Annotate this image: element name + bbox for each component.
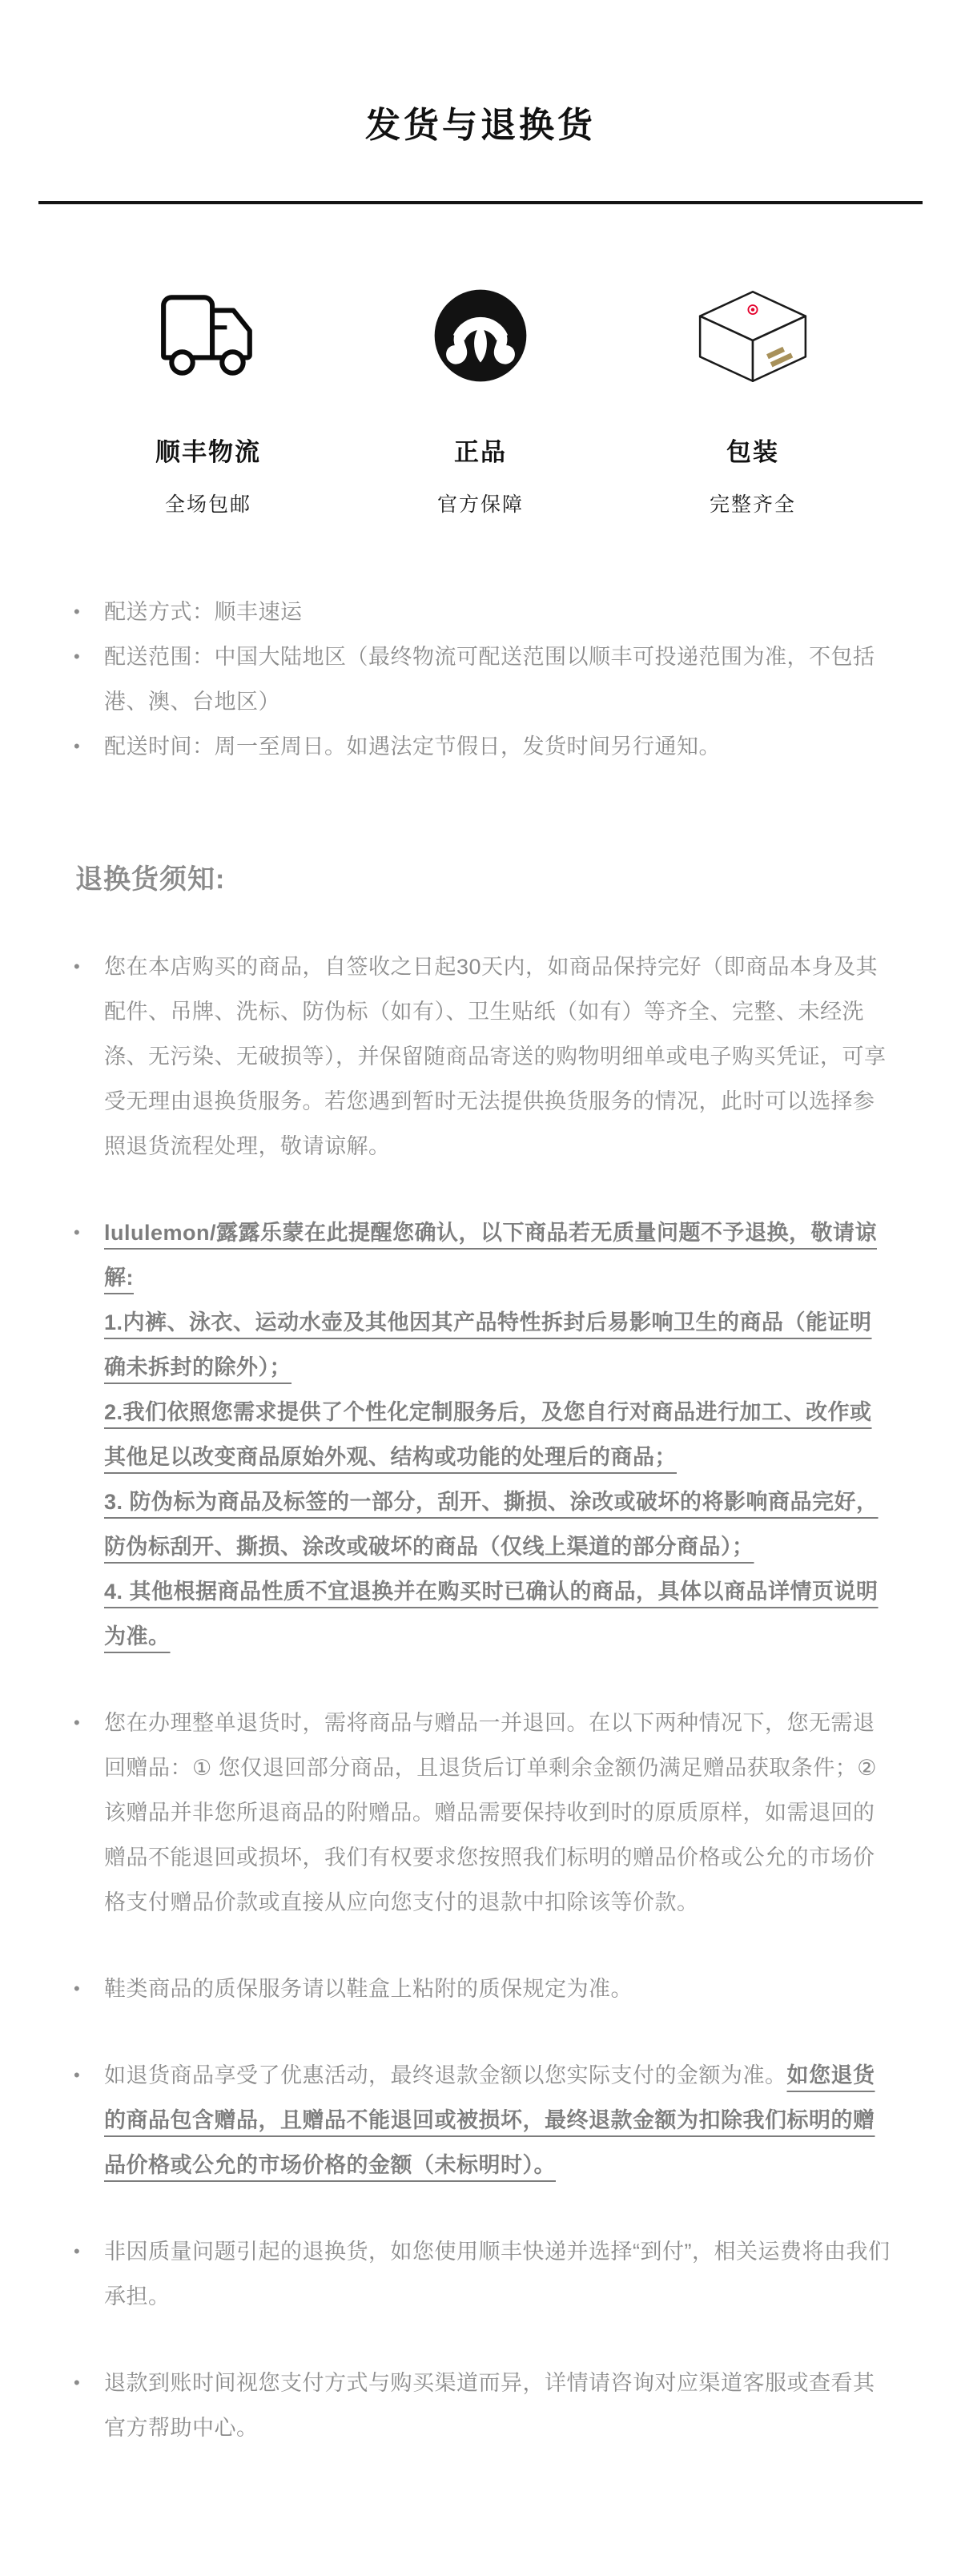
list-item-freight: [74, 2229, 892, 2319]
bullet-dot: •: [74, 1222, 80, 1243]
list-item-shipping-time: [74, 724, 892, 769]
no-return-notice-text: [104, 1210, 892, 1659]
bullet-dot: •: [74, 2373, 80, 2393]
title-divider: [38, 201, 923, 204]
refund-amount-emphasis: 如您退货的商品包含赠品，且赠品不能退回或被损坏，最终退款金额为扣除我们标明的赠品价格或公允的市场价格的金额（未标明时）。: [104, 2063, 875, 2178]
list-item-refund-amount: [74, 2053, 892, 2188]
page-title: 发货与退换货: [365, 106, 596, 145]
truck-icon: [155, 283, 261, 388]
list-item-no-return-notice: [74, 1210, 892, 1659]
feature-authentic: [360, 283, 601, 517]
package-box-icon: [692, 283, 814, 388]
bullet-dot: •: [74, 2065, 80, 2086]
shoes-warranty-text: 鞋类商品的质保服务请以鞋盒上粘附的质保规定为准。: [104, 1977, 633, 2002]
bullet-dot: •: [74, 956, 80, 977]
returns-heading: 退换货须知:: [75, 864, 226, 896]
feature-sublabel: 完整齐全: [709, 493, 796, 517]
lululemon-logo: [432, 283, 529, 388]
refund-amount-text: [104, 2053, 892, 2188]
notice-item-4: 4. 其他根据商品性质不宜退换并在购买时已确认的商品，具体以商品详情页说明为准。: [104, 1580, 879, 1649]
bullet-dot: •: [74, 602, 80, 622]
shipping-method-text: 配送方式：顺丰速运: [104, 600, 303, 625]
bullet-dot: •: [74, 646, 80, 667]
list-item-shoes-warranty: [74, 1966, 892, 2011]
notice-intro: lululemon/露露乐蒙在此提醒您确认，以下商品若无质量问题不予退换，敬请谅解:: [104, 1221, 877, 1290]
bullet-dot: •: [74, 1978, 80, 1999]
list-item-shipping-area: [74, 634, 892, 724]
feature-sublabel: 官方保障: [436, 493, 524, 517]
shipping-area-text: 配送范围：中国大陆地区（最终物流可配送范围以顺丰可投递范围为准，不包括港、澳、台地区）: [104, 645, 875, 714]
refund-time-text: 退款到账时间视您支付方式与购买渠道而异，详情请咨询对应渠道客服或查看其官方帮助中心。: [104, 2371, 875, 2441]
bullet-dot: •: [74, 1713, 80, 1733]
shipping-time-text: 配送时间：周一至周日。如遇法定节假日，发货时间另行通知。: [104, 735, 721, 759]
notice-item-2: 2.我们依照您需求提供了个性化定制服务后，及您自行对商品进行加工、改作或其他足以改变商品原始外观、结构或功能的处理后的商品；: [104, 1400, 872, 1470]
list-item-30day-policy: [74, 944, 892, 1169]
bullet-dot: •: [74, 2241, 80, 2262]
notice-item-3: 3. 防伪标为商品及标签的一部分，刮开、撕损、涂改或破坏的将影响商品完好，防伪标刮开、撕损、涂改或破坏的商品（仅线上渠道的部分商品）；: [104, 1490, 879, 1560]
list-item-refund-time: [74, 2361, 892, 2450]
list-item-gift-return: [74, 1701, 892, 1925]
policy-30days-text: 您在本店购买的商品，自签收之日起30天内，如商品保持完好（即商品本身及其配件、吊牌、洗标、防伪标（如有）、卫生贴纸（如有）等齐全、完整、未经洗涤、无污染、无破损等），并保留随商品寄送的购物明细单或电子购买凭证，可享受无理由退换货服务。若您遇到暂时无法提供换货服务的情况，此时可以选择参照退货流程处理，敬请谅解。: [104, 955, 887, 1159]
returns-policy-list: [0, 944, 961, 2450]
feature-label: 顺丰物流: [155, 438, 261, 467]
list-item-shipping-method: [74, 590, 892, 634]
freight-policy-text: 非因质量问题引起的退换货，如您使用顺丰快递并选择“到付”，相关运费将由我们承担。: [104, 2240, 891, 2309]
notice-item-1: 1.内裤、泳衣、运动水壶及其他因其产品特性拆封后易影响卫生的商品（能证明确未拆封的除外）；: [104, 1310, 872, 1380]
feature-sf-logistics: [88, 283, 328, 517]
feature-packaging: [633, 283, 873, 517]
features-row: [0, 283, 961, 517]
gift-return-text: 您在办理整单退货时，需将商品与赠品一并退回。在以下两种情况下，您无需退回赠品：① 您仅退回部分商品，且退货后订单剩余金额仍满足赠品获取条件；② 该赠品并非您所退商品的附赠品。赠品需要保持收到时的原质原样，如需退回的赠品不能退回或损坏，我们有权要求您按照我们标明的赠品价格或公允的市场价格支付赠品价款或直接从应向您支付的退款中扣除该等价款。: [104, 1711, 877, 1915]
feature-sublabel: 全场包邮: [164, 493, 251, 517]
bottom-spacer: [0, 2450, 961, 2479]
refund-amount-normal: 如退货商品享受了优惠活动，最终退款金额以您实际支付的金额为准。: [104, 2063, 787, 2088]
shipping-info-list: [0, 590, 961, 769]
feature-label: 正品: [454, 438, 507, 467]
feature-label: 包装: [726, 438, 779, 467]
bullet-dot: •: [74, 736, 80, 757]
